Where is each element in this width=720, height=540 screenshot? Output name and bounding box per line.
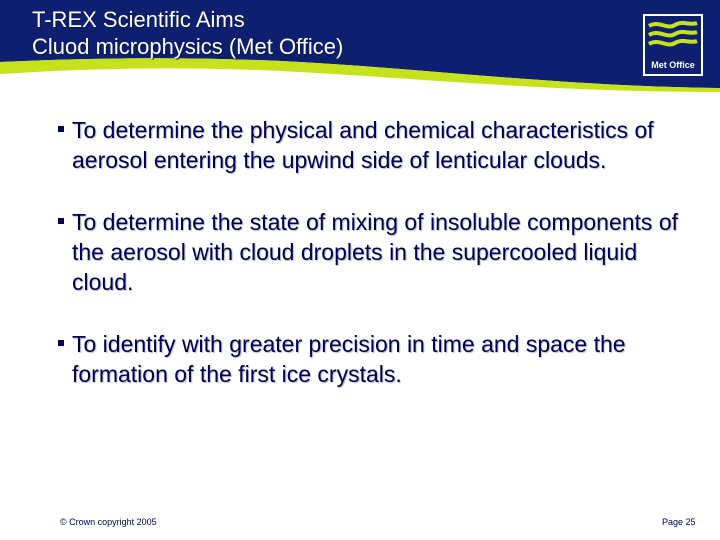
title-line-2: Cluod microphysics (Met Office) xyxy=(32,34,344,59)
bullet-square-icon xyxy=(58,126,64,132)
title-line-1: T-REX Scientific Aims xyxy=(32,7,245,32)
bullet-square-icon xyxy=(58,218,64,224)
bullet-item xyxy=(58,329,698,389)
logo-text: Met Office xyxy=(651,60,695,70)
waves-icon xyxy=(645,16,701,56)
bullet-item xyxy=(58,207,698,297)
bullet-item xyxy=(58,115,698,175)
bullet-text: To identify with greater precision in time and space the formation of the first ice crystals. xyxy=(72,331,626,387)
bullet-text: To determine the physical and chemical characteristics of aerosol entering the upwind side of lenticular clouds. xyxy=(72,117,654,173)
bullet-text: To determine the state of mixing of insoluble components of the aerosol with cloud droplets in the supercooled liquid cloud. xyxy=(72,209,679,295)
copyright-text: © Crown copyright 2005 xyxy=(60,517,157,527)
bullet-square-icon xyxy=(58,340,64,346)
met-office-logo xyxy=(643,14,703,76)
header-banner xyxy=(0,0,720,100)
page-number: Page 25 xyxy=(662,517,696,527)
bullet-list xyxy=(58,115,698,421)
slide-title xyxy=(32,6,343,60)
